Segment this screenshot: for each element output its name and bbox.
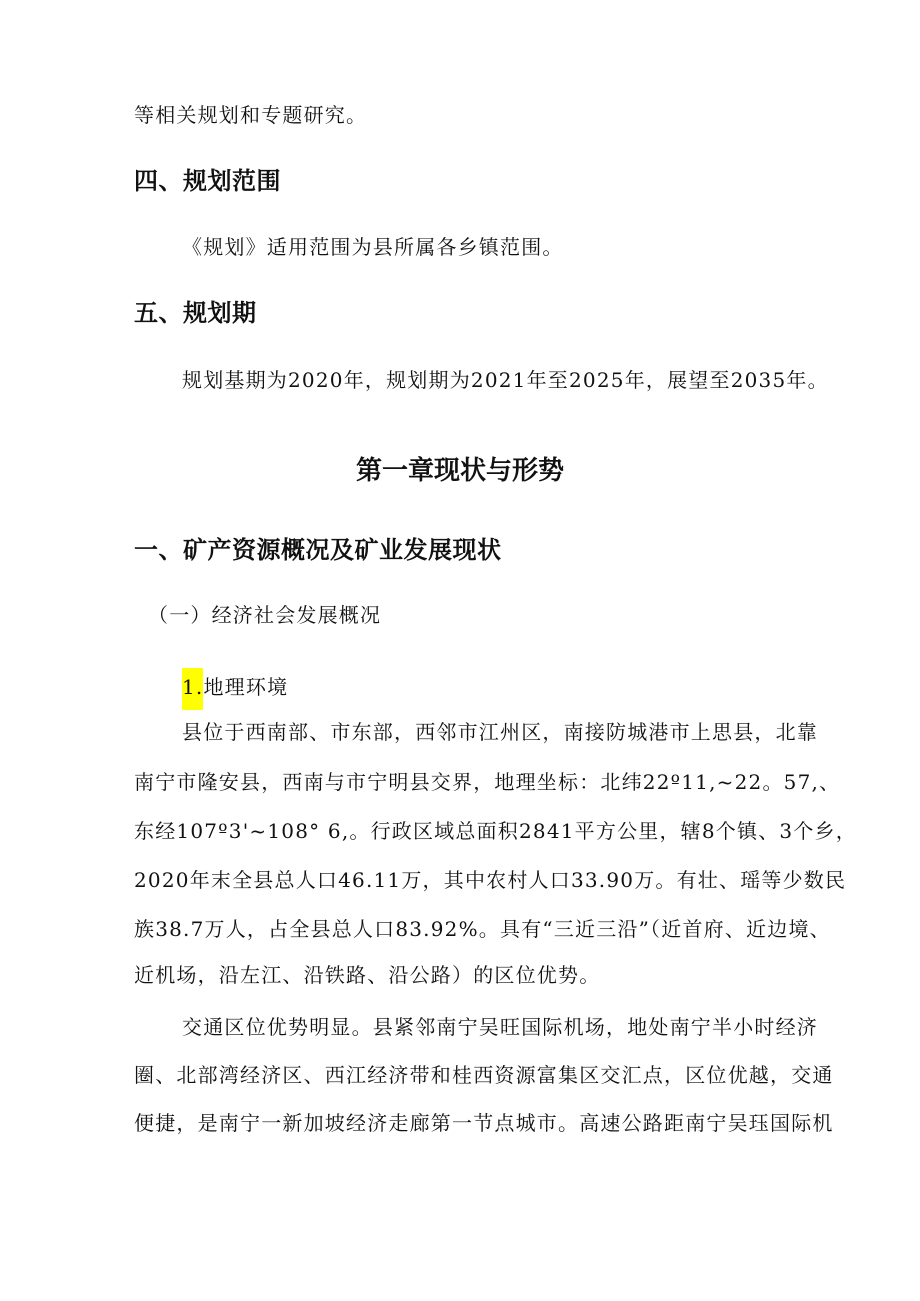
geo-paragraph-line: 南宁市隆安县，西南与市宁明县交界，地理坐标：北纬22º11,~22。57,、 bbox=[134, 770, 841, 794]
paragraph-scope: 《规划》适用范围为县所属各乡镇范围。 bbox=[182, 235, 564, 259]
geo-paragraph-line: 近机场，沿左江、沿铁路、沿公路）的区位优势。 bbox=[134, 963, 601, 987]
item-title: 地理环境 bbox=[203, 675, 289, 699]
geo-paragraph-line: 县位于西南部、市东部，西邻市江州区，南接防城港市上思县，北靠 bbox=[182, 720, 818, 744]
heading-planning-scope: 四、规划范围 bbox=[134, 167, 281, 195]
geo-paragraph-line: 2020年末全县总人口46.11万，其中农村人口33.90万。有壮、瑶等少数民 bbox=[134, 868, 847, 892]
traffic-paragraph-line: 圈、北部湾经济区、西江经济带和桂西资源富集区交汇点，区位优越，交通 bbox=[134, 1063, 834, 1087]
paragraph-period: 规划基期为2020年，规划期为2021年至2025年，展望至2035年。 bbox=[182, 368, 829, 392]
traffic-paragraph-line: 交通区位优势明显。县紧邻南宁吴旺国际机场，地处南宁半小时经济 bbox=[182, 1015, 818, 1039]
paragraph-research: 等相关规划和专题研究。 bbox=[134, 103, 368, 127]
highlighted-item-number: 1. bbox=[182, 668, 203, 710]
section-heading-mineral-resources: 一、矿产资源概况及矿业发展现状 bbox=[134, 536, 502, 564]
geo-paragraph-line: 族38.7万人，占全县总人口83.92%。具有“三近三沿”（近首府、近边境、 bbox=[134, 917, 831, 941]
geo-paragraph-line: 东经107º3'~108° 6,。行政区域总面积2841平方公里，辖8个镇、3个乡， bbox=[134, 819, 857, 843]
chapter-title: 第一章现状与形势 bbox=[355, 456, 564, 486]
subsection-heading-economy: （一）经济社会发展概况 bbox=[148, 603, 382, 627]
traffic-paragraph-line: 便捷，是南宁一新加坡经济走廊第一节点城市。高速公路距南宁吴珏国际机 bbox=[134, 1111, 834, 1135]
item-heading-geography bbox=[182, 668, 288, 710]
heading-planning-period: 五、规划期 bbox=[134, 299, 257, 327]
